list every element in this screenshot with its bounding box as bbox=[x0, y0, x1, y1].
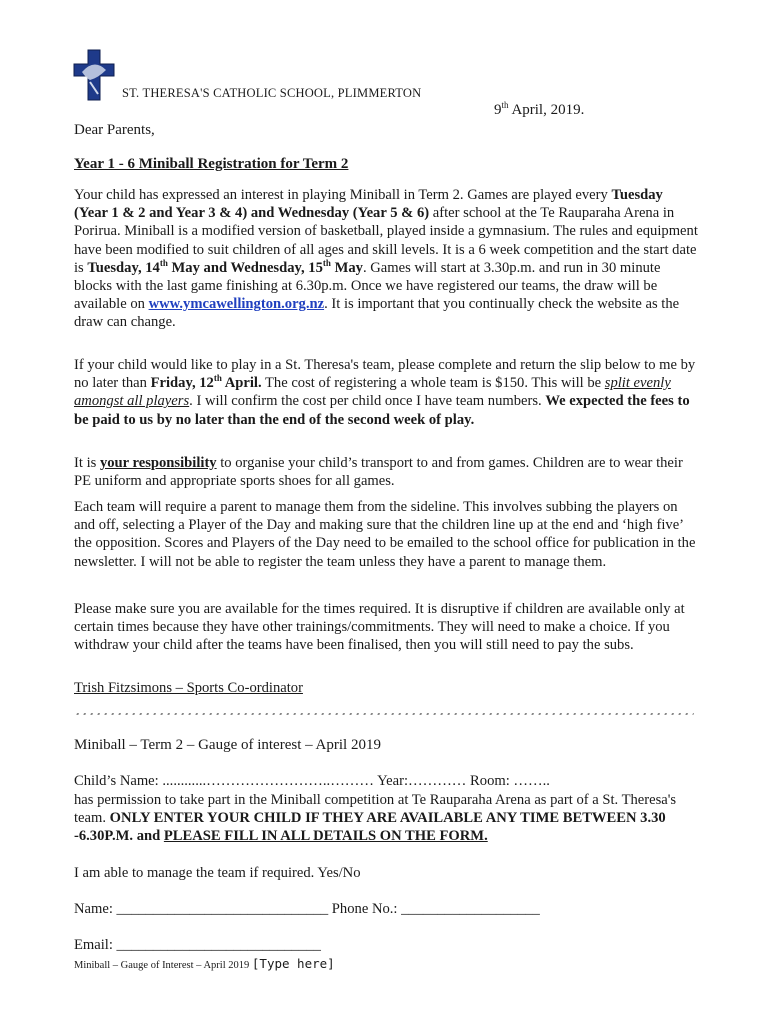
school-name: ST. THERESA'S CATHOLIC SCHOOL, PLIMMERTON bbox=[122, 86, 422, 100]
website-link[interactable]: www.ymcawellington.org.nz bbox=[148, 296, 325, 313]
paragraph-transport: It is your responsibility to organise your child’s transport to and from games. Children are to wear their PE uniform and appropriate sports shoes for all games. bbox=[74, 455, 683, 490]
child-name-field[interactable]: Child’s Name: ............……………………..……… Year:………… Room: …….. bbox=[74, 773, 550, 789]
email-field[interactable]: Email: ____________________________ bbox=[74, 937, 321, 953]
slip-title: Miniball – Term 2 – Gauge of interest – April 2019 bbox=[74, 737, 381, 753]
paragraph-registration: If your child would like to play in a St. Theresa's team, please complete and return the slip below to me by no later than Friday, 12th April. The cost of registering a whole team is $150. This will be split evenly amongst all players. I will confirm the cost per child once I have team numbers. We expected the fees to be paid to us by no later than the end of the second week of play. bbox=[74, 357, 696, 428]
greeting: Dear Parents, bbox=[74, 122, 155, 138]
footer-placeholder[interactable]: [Type here] bbox=[251, 956, 335, 971]
signature-line: Trish Fitzsimons – Sports Co-ordinator bbox=[74, 680, 303, 696]
school-crest-logo bbox=[72, 48, 116, 102]
letter-date: 9th April, 2019. bbox=[494, 100, 585, 118]
paragraph-overview: Your child has expressed an interest in playing Miniball in Term 2. Games are played every Tuesday (Year 1 & 2 and Year 3 & 4) and Wednesday (Year 5 & 6) after school at the Te Rauparaha Arena in Porirua. Miniball is a modified version of basketball, played inside a gymnasium. The rules and equipment have been modified to suit children of all ages and skill levels. It is a 6 week competition and the start date is Tuesday, 14th May and Wednesday, 15th May. Games will start at 3.30p.m. and run in 30 minute blocks with the last game finishing at 6.30p.m. Once we have registered our teams, the draw will be available on www.ymcawellington.org.nz. It is important that you continually check the website as the draw can change. bbox=[74, 187, 698, 331]
letter-heading: Year 1 - 6 Miniball Registration for Term 2 bbox=[74, 156, 349, 172]
name-phone-fields[interactable]: Name: _____________________________ Phone No.: ___________________ bbox=[74, 901, 540, 917]
page-footer: Miniball – Gauge of Interest – April 2019 [Type here] bbox=[74, 956, 335, 971]
permission-statement: has permission to take part in the Miniball competition at Te Rauparaha Arena as part of a St. Theresa's team. ONLY ENTER YOUR CHILD IF THEY ARE AVAILABLE ANY TIME BETWEEN 3.30 -6.30P.M. and PLEASE FILL IN ALL DETAILS ON THE FORM. bbox=[74, 792, 677, 845]
paragraph-availability: Please make sure you are available for the times required. It is disruptive if children are available only at certain times because they have other trainings/commitments. They will need to make a choice. If you withdraw your child after the teams have been finalised, then you will still need to pay the subs. bbox=[74, 601, 685, 654]
manage-team-question[interactable]: I am able to manage the team if required. Yes/No bbox=[74, 865, 361, 881]
paragraph-team-manager: Each team will require a parent to manage them from the sideline. This involves subbing the players on and off, selecting a Player of the Day and making sure that the children line up at the end and ‘high five’ the opposition. Scores and Players of the Day need to be emailed to the school office for publication in the newsletter. I will not be able to register the team unless they have a parent to manage them. bbox=[74, 499, 696, 570]
cut-line-divider bbox=[72, 710, 696, 718]
